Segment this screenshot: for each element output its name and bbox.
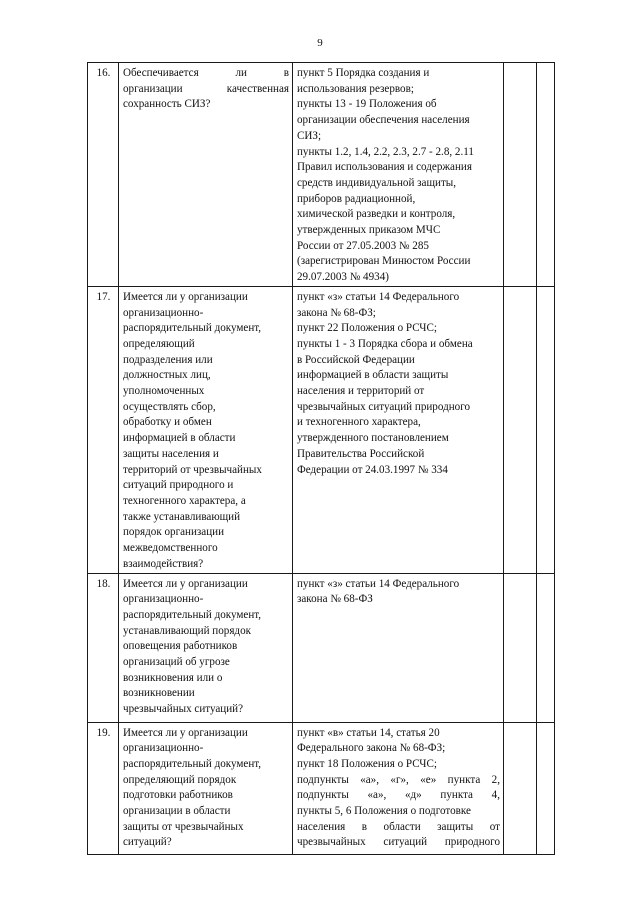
- reference-line: в Российской Федерации: [297, 353, 415, 366]
- reference-line: утвержденных приказом МЧС: [297, 224, 441, 237]
- question-line: территорий от чрезвычайных: [123, 463, 262, 476]
- question-line: возникновении: [123, 687, 195, 700]
- reference-line: использования резервов;: [297, 82, 414, 95]
- reference-line: России от 27.05.2003 № 285: [297, 239, 429, 252]
- answer-cell-1[interactable]: [504, 722, 537, 854]
- reference-cell: [293, 573, 504, 722]
- reference-line: химической разведки и контроля,: [297, 208, 456, 221]
- answer-cell-1[interactable]: [504, 63, 537, 287]
- question-line: уполномоченных: [123, 385, 205, 398]
- answer-cell-2[interactable]: [537, 573, 555, 722]
- question-line: распорядительный документ,: [123, 757, 262, 770]
- question-line: взаимодействия?: [123, 557, 204, 570]
- reference-line: пункты 5, 6 Положения о подготовке: [297, 805, 471, 818]
- reference-line: приборов радиационной,: [297, 192, 416, 205]
- question-line: ситуаций природного и: [123, 479, 234, 492]
- reference-line: закона № 68-ФЗ;: [297, 306, 376, 319]
- question-line: должностных лиц,: [123, 369, 211, 382]
- reference-cell: [293, 722, 504, 854]
- question-line: ситуаций?: [123, 836, 172, 849]
- reference-line: пункты 1.2, 1.4, 2.2, 2.3, 2.7 - 2.8, 2.11: [297, 145, 474, 158]
- question-line: Имеется ли у организации: [123, 290, 248, 303]
- row-number: 18.: [88, 573, 119, 722]
- question-line: также устанавливающий: [123, 510, 241, 523]
- reference-line: Федерации от 24.03.1997 № 334: [297, 463, 448, 476]
- question-line: осуществлять сбор,: [123, 400, 216, 413]
- reference-cell: [293, 286, 504, 573]
- checklist-table: [87, 62, 555, 855]
- reference-line: пункт «в» статьи 14, статья 20: [297, 726, 440, 739]
- question-line: организации качественная: [123, 82, 289, 95]
- reference-line: (зарегистрирован Минюстом России: [297, 255, 471, 268]
- question-line: устанавливающий порядок: [123, 624, 252, 637]
- question-line: межведомственного: [123, 542, 218, 555]
- question-line: организационно-: [123, 306, 204, 319]
- question-line: защиты населения и: [123, 447, 219, 460]
- table-row: [88, 63, 555, 287]
- question-line: определяющий: [123, 337, 195, 350]
- table-row: [88, 286, 555, 573]
- question-cell: [119, 63, 293, 287]
- question-line: защиты от чрезвычайных: [123, 820, 244, 833]
- question-line: организационно-: [123, 742, 204, 755]
- reference-line: Федерального закона № 68-ФЗ;: [297, 742, 446, 755]
- question-line: Имеется ли у организации: [123, 577, 248, 590]
- reference-line: пункты 13 - 19 Положения об: [297, 98, 437, 111]
- question-cell: [119, 286, 293, 573]
- reference-cell: [293, 63, 504, 287]
- reference-line: чрезвычайных ситуаций природного: [297, 400, 471, 413]
- row-number: 19.: [88, 722, 119, 854]
- answer-cell-2[interactable]: [537, 63, 555, 287]
- question-line: оповещения работников: [123, 640, 238, 653]
- reference-line: подпункты «а», «д» пункта 4,: [297, 789, 500, 802]
- question-line: чрезвычайных ситуаций?: [123, 703, 244, 716]
- reference-line: населения и территорий от: [297, 385, 425, 398]
- reference-line: закона № 68-ФЗ: [297, 593, 373, 606]
- reference-line: Правил использования и содержания: [297, 161, 472, 174]
- reference-line: пункт 5 Порядка создания и: [297, 67, 430, 79]
- reference-line: Правительства Российской: [297, 447, 425, 460]
- row-number: 16.: [88, 63, 119, 287]
- question-line: Имеется ли у организации: [123, 726, 248, 739]
- question-line: организационно-: [123, 593, 204, 606]
- reference-line: чрезвычайных ситуаций природного: [297, 836, 500, 849]
- reference-line: пункт 22 Положения о РСЧС;: [297, 322, 438, 335]
- row-number: 17.: [88, 286, 119, 573]
- reference-line: и техногенного характера,: [297, 416, 421, 429]
- reference-line: информацией в области защиты: [297, 369, 449, 382]
- answer-cell-2[interactable]: [537, 722, 555, 854]
- reference-line: пункт 18 Положения о РСЧС;: [297, 757, 438, 770]
- reference-line: подпункты «а», «г», «е» пункта 2,: [297, 773, 500, 786]
- question-line: Обеспечивается ли в: [123, 67, 289, 79]
- answer-cell-1[interactable]: [504, 573, 537, 722]
- question-line: порядок организации: [123, 526, 225, 539]
- question-line: организаций об угрозе: [123, 656, 230, 669]
- answer-cell-1[interactable]: [504, 286, 537, 573]
- question-line: распорядительный документ,: [123, 608, 262, 621]
- reference-line: населения в области защиты от: [297, 820, 500, 833]
- reference-line: СИЗ;: [297, 129, 322, 142]
- reference-line: 29.07.2003 № 4934): [297, 271, 389, 284]
- reference-line: пункты 1 - 3 Порядка сбора и обмена: [297, 337, 473, 350]
- question-line: подразделения или: [123, 353, 213, 366]
- question-line: распорядительный документ,: [123, 322, 262, 335]
- answer-cell-2[interactable]: [537, 286, 555, 573]
- question-line: организации в области: [123, 805, 231, 818]
- reference-line: организации обеспечения населения: [297, 114, 470, 127]
- question-line: техногенного характера, а: [123, 494, 246, 507]
- question-line: возникновения или о: [123, 671, 223, 684]
- question-line: обработку и обмен: [123, 416, 212, 429]
- reference-line: пункт «з» статьи 14 Федерального: [297, 290, 460, 303]
- question-line: подготовки работников: [123, 789, 233, 802]
- reference-line: пункт «з» статьи 14 Федерального: [297, 577, 460, 590]
- question-line: информацией в области: [123, 432, 236, 445]
- table-row: [88, 573, 555, 722]
- question-cell: [119, 573, 293, 722]
- question-line: сохранность СИЗ?: [123, 98, 211, 111]
- reference-line: утвержденного постановлением: [297, 432, 449, 445]
- page-number: 9: [317, 37, 323, 49]
- table-row: [88, 722, 555, 854]
- reference-line: средств индивидуальной защиты,: [297, 176, 457, 189]
- question-cell: [119, 722, 293, 854]
- question-line: определяющий порядок: [123, 773, 237, 786]
